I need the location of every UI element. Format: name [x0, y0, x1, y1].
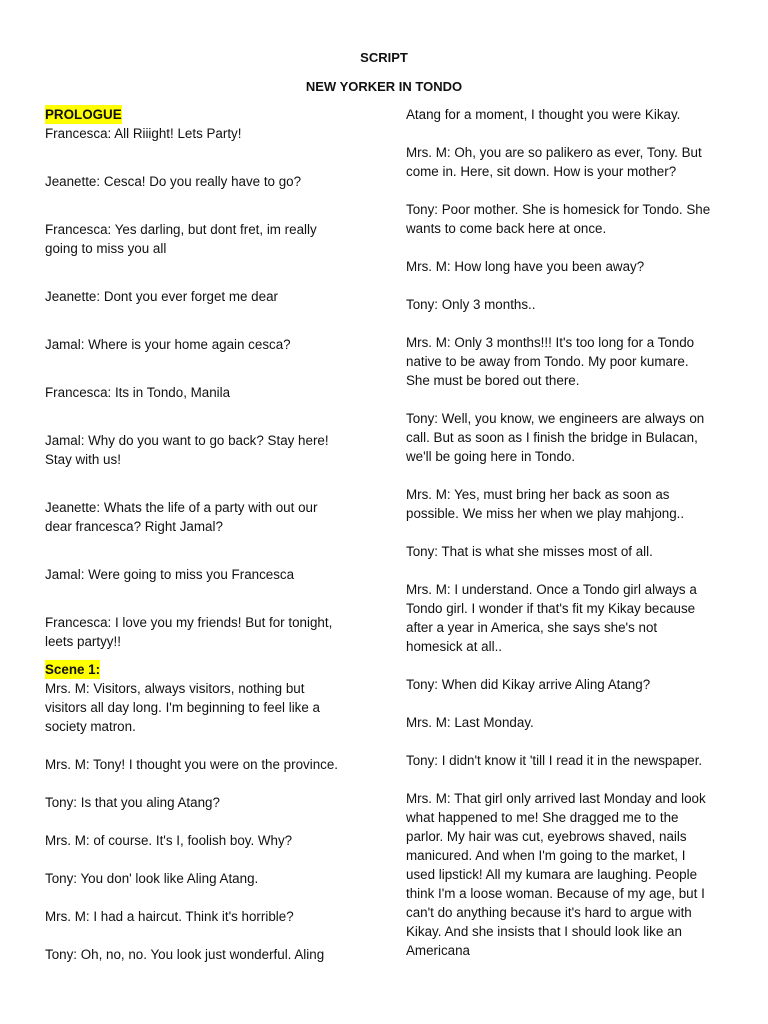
dialogue-line: Atang for a moment, I thought you were Kikay. — [406, 107, 681, 122]
dialogue-line: Mrs. M: I understand. Once a Tondo girl always a Tondo girl. I wonder if that's fit my Kikay because after a year in America, she says she's not homesick at all.. — [406, 582, 697, 654]
dialogue-line: Mrs. M: Yes, must bring her back as soon as possible. We miss her when we play mahjong.. — [406, 487, 685, 521]
dialogue-line: Jamal: Why do you want to go back? Stay here! Stay with us! — [45, 433, 329, 467]
dialogue-line: Tony: Poor mother. She is homesick for Tondo. She wants to come back here at once. — [406, 202, 711, 236]
dialogue-line: Jeanette: Dont you ever forget me dear — [45, 289, 278, 304]
script-label: SCRIPT — [360, 50, 408, 65]
dialogue-line: Mrs. M: How long have you been away? — [406, 259, 645, 274]
dialogue-line: Jamal: Where is your home again cesca? — [45, 337, 291, 352]
dialogue-line: Francesca: Its in Tondo, Manila — [45, 385, 231, 400]
dialogue-line: Mrs. M: I had a haircut. Think it's horrible? — [45, 909, 294, 924]
scene1-heading: Scene 1: — [45, 662, 101, 677]
dialogue-line: Tony: That is what she misses most of all. — [406, 544, 653, 559]
dialogue-line: Francesca: All Riiight! Lets Party! — [45, 126, 242, 141]
dialogue-line: Mrs. M: Oh, you are so palikero as ever, Tony. But come in. Here, sit down. How is your mother? — [406, 145, 702, 179]
play-title: NEW YORKER IN TONDO — [305, 79, 463, 94]
right-column — [406, 105, 731, 960]
dialogue-line: Francesca: I love you my friends! But for tonight, leets partyy!! — [45, 615, 333, 649]
dialogue-line: Tony: I didn't know it 'till I read it in the newspaper. — [406, 753, 703, 768]
left-column — [45, 105, 365, 964]
dialogue-line: Jamal: Were going to miss you Francesca — [45, 567, 295, 582]
dialogue-line: Mrs. M: of course. It's I, foolish boy. Why? — [45, 833, 293, 848]
dialogue-line: Mrs. M: That girl only arrived last Monday and look what happened to me! She dragged me to the parlor. My hair was cut, eyebrows shaved, nails manicured. And when I'm going to the market, I used lipstick! All my kumara are laughing. People think I'm a loose woman. Because of my age, but I can't do anything because it's hard to argue with Kikay. And she insists that I should look like an Americana — [406, 791, 706, 958]
dialogue-line: Tony: Only 3 months.. — [406, 297, 536, 312]
dialogue-line: Mrs. M: Visitors, always visitors, nothing but visitors all day long. I'm beginning to feel like a society matron. — [45, 681, 320, 734]
dialogue-line: Tony: Oh, no, no. You look just wonderful. Aling — [45, 947, 325, 962]
dialogue-line: Tony: You don' look like Aling Atang. — [45, 871, 259, 886]
dialogue-line: Tony: Is that you aling Atang? — [45, 795, 220, 810]
dialogue-line: Mrs. M: Tony! I thought you were on the province. — [45, 757, 339, 772]
dialogue-line: Mrs. M: Last Monday. — [406, 715, 534, 730]
dialogue-line: Jeanette: Cesca! Do you really have to go? — [45, 174, 302, 189]
dialogue-line: Jeanette: Whats the life of a party with out our dear francesca? Right Jamal? — [45, 500, 318, 534]
dialogue-line: Tony: When did Kikay arrive Aling Atang? — [406, 677, 651, 692]
dialogue-line: Tony: Well, you know, we engineers are always on call. But as soon as I finish the bridge in Bulacan, we'll be going here in Tondo. — [406, 411, 705, 464]
prologue-heading: PROLOGUE — [45, 107, 122, 122]
dialogue-line: Francesca: Yes darling, but dont fret, im really going to miss you all — [45, 222, 317, 256]
dialogue-line: Mrs. M: Only 3 months!!! It's too long for a Tondo native to be away from Tondo. My poor kumare. She must be bored out there. — [406, 335, 695, 388]
